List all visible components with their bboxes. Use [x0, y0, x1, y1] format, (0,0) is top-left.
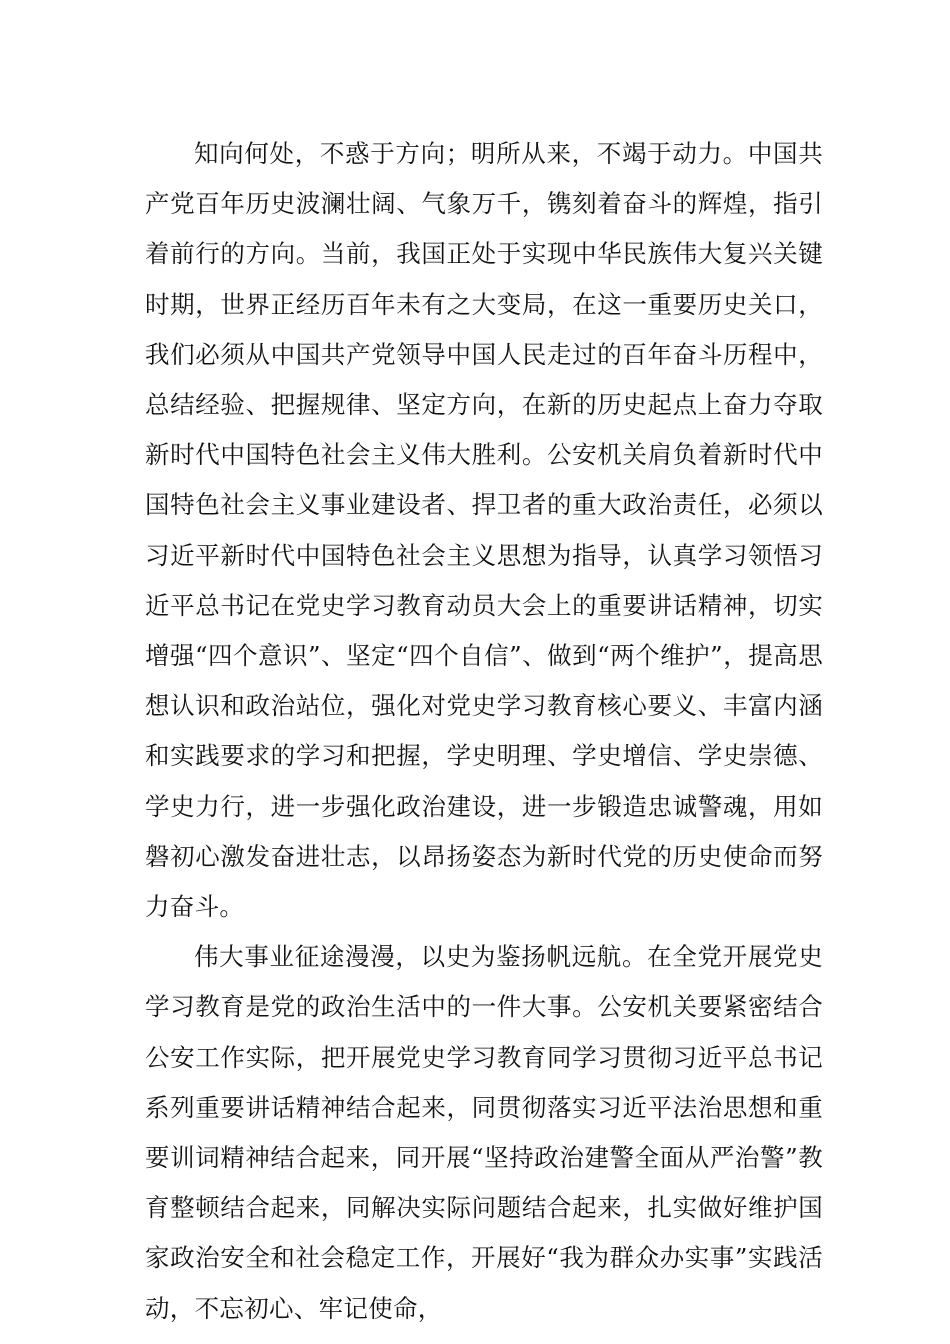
body-text	[145, 129, 823, 1334]
paragraph-1: 知向何处，不惑于方向；明所从来，不竭于动力。中国共产党百年历史波澜壮阔、气象万千，镌刻着奋斗的辉煌，指引着前行的方向。当前，我国正处于实现中华民族伟大复兴关键时期，世界正经历百年未有之大变局，在这一重要历史关口，我们必须从中国共产党领导中国人民走过的百年奋斗历程中，总结经验、把握规律、坚定方向，在新的历史起点上奋力夺取新时代中国特色社会主义伟大胜利。公安机关肩负着新时代中国特色社会主义事业建设者、捍卫者的重大政治责任，必须以习近平新时代中国特色社会主义思想为指导，认真学习领悟习近平总书记在党史学习教育动员大会上的重要讲话精神，切实增强“四个意识”、坚定“四个自信”、做到“两个维护”，提高思想认识和政治站位，强化对党史学习教育核心要义、丰富内涵和实践要求的学习和把握，学史明理、学史增信、学史崇德、学史力行，进一步强化政治建设，进一步锻造忠诚警魂，用如磐初心激发奋进壮志，以昂扬姿态为新时代党的历史使命而努力奋斗。	[145, 139, 823, 922]
paragraph-2: 伟大事业征途漫漫，以史为鉴扬帆远航。在全党开展党史学习教育是党的政治生活中的一件大事。公安机关要紧密结合公安工作实际，把开展党史学习教育同学习贯彻习近平总书记系列重要讲话精神结合起来，同贯彻落实习近平法治思想和重要训词精神结合起来，同开展“坚持政治建警全面从严治警”教育整顿结合起来，同解决实际问题结合起来，扎实做好维护国家政治安全和社会稳定工作，开展好“我为群众办实事”实践活动，不忘初心、牢记使命，	[145, 942, 823, 1323]
